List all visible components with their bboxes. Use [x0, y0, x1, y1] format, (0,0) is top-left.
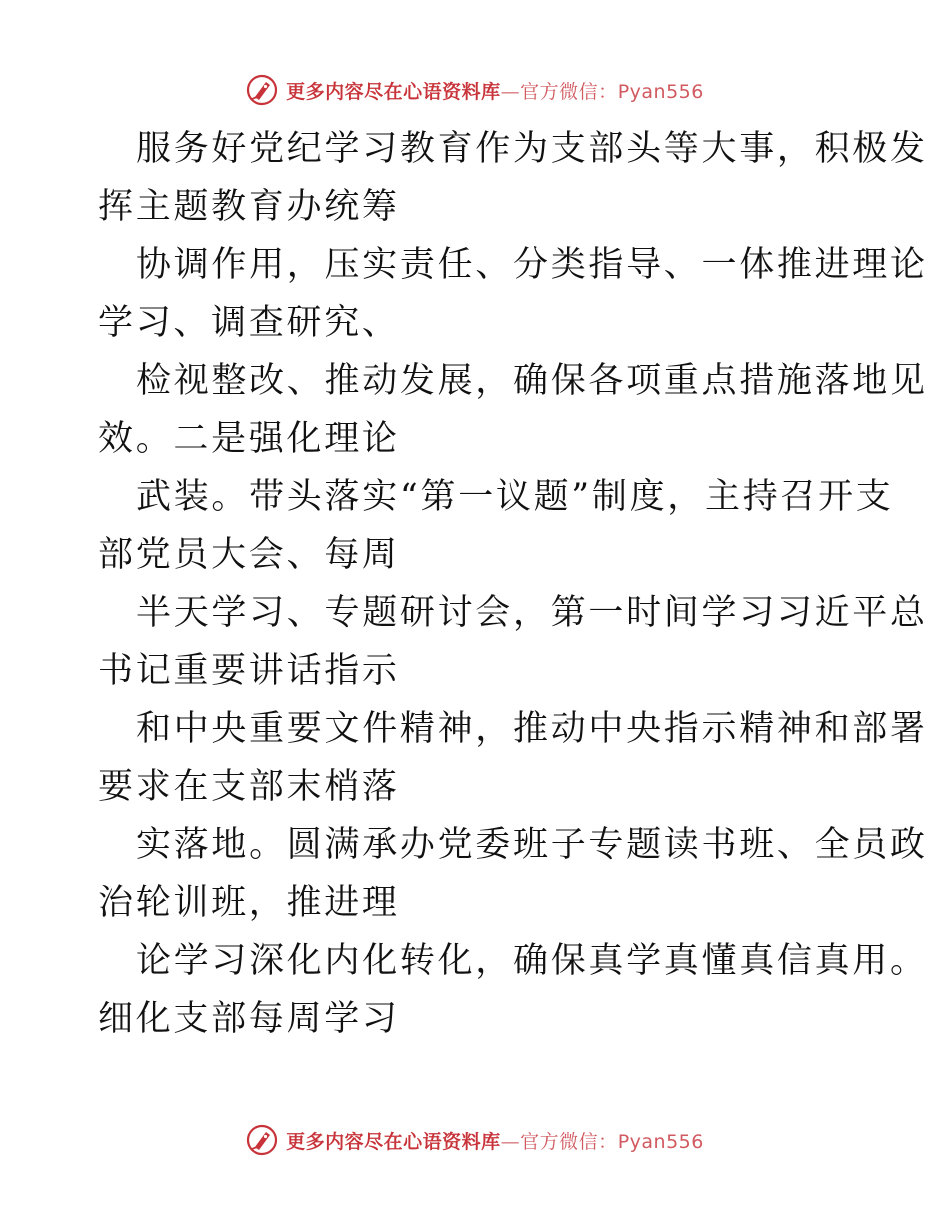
banner-wechat-id: Pyan556: [617, 1130, 704, 1153]
text-line: 武装。带头落实“第一议题”制度，主持召开支: [136, 477, 894, 517]
pen-nib-logo-icon: [246, 74, 278, 106]
banner-wechat-id: Pyan556: [617, 80, 704, 103]
text-line: 治轮训班，推进理: [98, 883, 400, 923]
text-line: 学习、调查研究、: [98, 303, 400, 343]
paragraph-block: [98, 584, 928, 700]
text-line: 半天学习、专题研讨会，第一时间学习习近平总: [136, 593, 928, 633]
text-line: 和中央重要文件精神，推动中央指示精神和部署: [136, 709, 928, 749]
text-line: 检视整改、推动发展，确保各项重点措施落地见: [136, 361, 928, 401]
paragraph-block: [98, 700, 928, 816]
paragraph-block: [98, 120, 928, 236]
text-line: 部党员大会、每周: [98, 535, 400, 575]
header-watermark-banner: [0, 70, 950, 110]
banner-label: 官方微信：: [520, 80, 618, 103]
text-line: 实落地。圆满承办党委班子专题读书班、全员政: [136, 825, 928, 865]
paragraph-block: [98, 236, 928, 352]
footer-watermark-banner: [0, 1120, 950, 1160]
text-line: 协调作用，压实责任、分类指导、一体推进理论: [136, 245, 928, 285]
banner-main-text: 更多内容尽在心语资料库: [286, 1130, 501, 1153]
text-line: 挥主题教育办统筹: [98, 187, 400, 227]
banner-separator: —: [500, 1130, 521, 1153]
document-body: [98, 120, 928, 1048]
pen-nib-logo-icon: [246, 1124, 278, 1156]
text-line: 论学习深化内化转化，确保真学真懂真信真用。: [136, 941, 928, 981]
banner-separator: —: [500, 80, 521, 103]
paragraph-block: [98, 352, 928, 468]
text-line: 服务好党纪学习教育作为支部头等大事，积极发: [136, 129, 928, 169]
paragraph-block: [98, 932, 928, 1048]
text-line: 要求在支部末梢落: [98, 767, 400, 807]
text-line: 效。二是强化理论: [98, 419, 400, 459]
paragraph-block: [98, 468, 894, 584]
text-line: 书记重要讲话指示: [98, 651, 400, 691]
text-line: 细化支部每周学习: [98, 999, 400, 1039]
banner-main-text: 更多内容尽在心语资料库: [286, 80, 501, 103]
paragraph-block: [98, 816, 928, 932]
banner-label: 官方微信：: [520, 1130, 618, 1153]
